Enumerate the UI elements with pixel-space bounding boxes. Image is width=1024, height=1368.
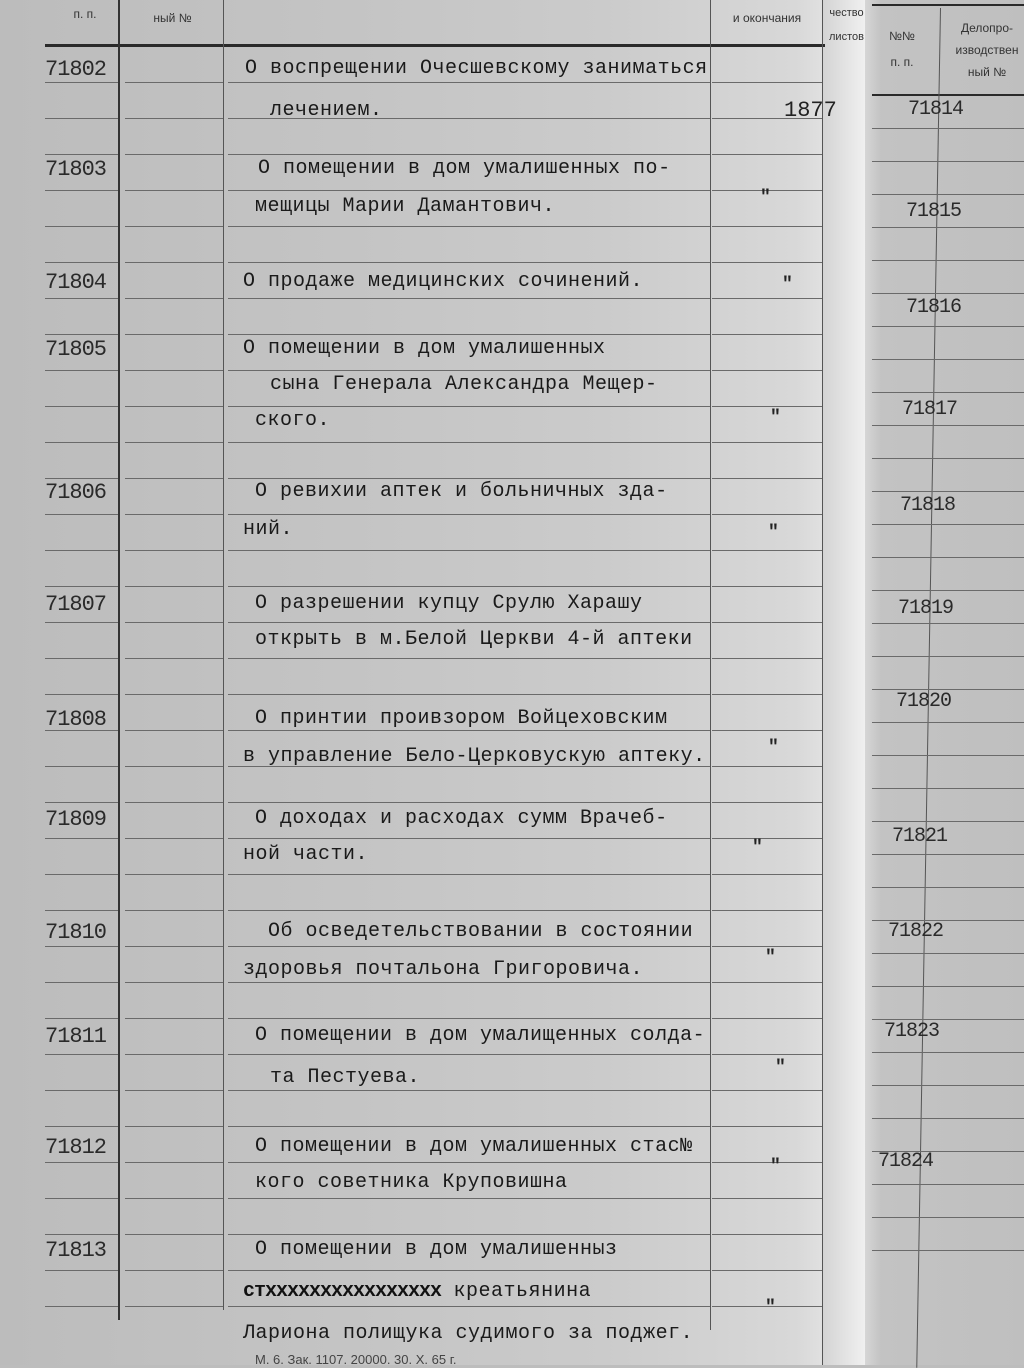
ruled-line [712, 478, 822, 479]
ruled-line [712, 658, 822, 659]
ruled-line [45, 658, 118, 659]
ruled-line [228, 1126, 710, 1127]
ruled-line [712, 946, 822, 947]
ruled-line [228, 82, 710, 83]
ruled-line [712, 874, 822, 875]
ruled-line [872, 1250, 1024, 1251]
ruled-line [125, 1306, 223, 1307]
ruled-line [228, 910, 710, 911]
ruled-line [228, 730, 710, 731]
right-header-office-1: Делопро- [960, 21, 1014, 35]
ruled-line [228, 478, 710, 479]
ruled-line [872, 260, 1024, 261]
ruled-line [125, 586, 223, 587]
ruled-line [228, 694, 710, 695]
ruled-line [125, 1018, 223, 1019]
ruled-line [45, 802, 118, 803]
ruled-line [872, 1217, 1024, 1218]
ruled-line [125, 118, 223, 119]
right-entry-number: 71814 [908, 98, 964, 121]
ruled-line [125, 1162, 223, 1163]
ruled-line [45, 694, 118, 695]
right-entry-number: 71822 [888, 920, 944, 943]
ruled-line [872, 953, 1024, 954]
ditto-mark: " [768, 523, 779, 543]
ruled-line [228, 1306, 710, 1307]
entry-number: 71807 [45, 592, 107, 617]
entry-title-line: лечением. [270, 99, 383, 122]
ruled-line [125, 1198, 223, 1199]
ruled-line [712, 154, 822, 155]
entry-date: 1877 [784, 98, 837, 123]
ruled-line [872, 557, 1024, 558]
entry-title-line: О принтии проивзором Войцеховским [255, 707, 668, 730]
entry-number: 71813 [45, 1238, 107, 1263]
ruled-line [45, 154, 118, 155]
ruled-line [872, 326, 1024, 327]
ruled-line [872, 623, 1024, 624]
ruled-line [228, 1018, 710, 1019]
right-entry-number: 71824 [878, 1150, 934, 1173]
ruled-line [45, 1198, 118, 1199]
entry-number: 71802 [45, 57, 107, 82]
ruled-line [125, 1126, 223, 1127]
column-rule [710, 0, 711, 1330]
ruled-line [125, 550, 223, 551]
entry-title-line: ной части. [243, 843, 369, 866]
ruled-line [228, 298, 710, 299]
ruled-line [45, 334, 118, 335]
ruled-line [125, 802, 223, 803]
ruled-line [228, 586, 710, 587]
ruled-line [45, 550, 118, 551]
ruled-line [228, 226, 710, 227]
ruled-line [712, 370, 822, 371]
column-rule [223, 0, 224, 1310]
ruled-line [872, 128, 1024, 129]
ruled-line [125, 190, 223, 191]
ruled-line [872, 359, 1024, 360]
ruled-line [712, 982, 822, 983]
ruled-line [872, 656, 1024, 657]
ruled-line [872, 293, 1024, 294]
ruled-line [872, 821, 1024, 822]
ruled-line [45, 622, 118, 623]
ruled-line [45, 1270, 118, 1271]
ruled-line [872, 392, 1024, 393]
ruled-line [45, 1306, 118, 1307]
right-entry-number: 71815 [906, 200, 962, 223]
ruled-line [712, 550, 822, 551]
column-rule [118, 0, 120, 1320]
ditto-mark: " [770, 408, 781, 428]
ruled-line [712, 766, 822, 767]
entry-number: 71812 [45, 1135, 107, 1160]
right-header-office-2: изводствен [955, 43, 1019, 57]
ruled-line [712, 1270, 822, 1271]
entry-number: 71809 [45, 807, 107, 832]
ruled-line [872, 1184, 1024, 1185]
header-office-num: ный № [153, 11, 192, 25]
ruled-line [712, 730, 822, 731]
ruled-line [45, 514, 118, 515]
ruled-line [228, 1198, 710, 1199]
right-entry-number: 71820 [896, 690, 952, 713]
entry-number: 71806 [45, 480, 107, 505]
entry-title-line: мещицы Марии Дамантович. [255, 195, 556, 218]
ruled-line [45, 262, 118, 263]
ruled-line [125, 730, 223, 731]
ruled-line [872, 854, 1024, 855]
right-header-num-top: №№ [889, 29, 915, 43]
ruled-line [125, 334, 223, 335]
ruled-line [125, 478, 223, 479]
entry-title-line: О помещении в дом умалишенныз [255, 1238, 618, 1261]
ruled-line [125, 694, 223, 695]
ruled-line [125, 514, 223, 515]
ruled-line [872, 524, 1024, 525]
ruled-line [712, 514, 822, 515]
entry-title-line: О помещении в дом умалишенных [243, 337, 606, 360]
ruled-line [228, 802, 710, 803]
ruled-line [872, 227, 1024, 228]
header-sheets-top: чество [829, 7, 864, 19]
ruled-line [125, 658, 223, 659]
entry-title-line: открыть в м.Белой Церкви 4-й аптеки [255, 628, 693, 651]
ruled-line [125, 1270, 223, 1271]
ruled-line [712, 1018, 822, 1019]
ruled-line [45, 874, 118, 875]
ruled-line [228, 1270, 710, 1271]
header-num: п. п. [73, 7, 97, 21]
ruled-line [712, 1234, 822, 1235]
ruled-line [228, 406, 710, 407]
ruled-line [228, 442, 710, 443]
ruled-line [228, 550, 710, 551]
ruled-line [45, 298, 118, 299]
entry-title-line: ского. [255, 409, 331, 432]
ruled-line [228, 334, 710, 335]
entry-number: 71803 [45, 157, 107, 182]
ruled-line [125, 226, 223, 227]
header-sheets-bottom: листов [829, 31, 864, 43]
ruled-line [712, 802, 822, 803]
entry-title-line: кого советника Круповишна [255, 1171, 568, 1194]
ditto-mark: " [765, 948, 776, 968]
ditto-mark: " [760, 188, 771, 208]
ruled-line [45, 910, 118, 911]
ruled-line [712, 406, 822, 407]
ruled-line [872, 722, 1024, 723]
ruled-line [125, 154, 223, 155]
ruled-line [125, 1090, 223, 1091]
ruled-line [228, 1162, 710, 1163]
ruled-line [228, 514, 710, 515]
ruled-line [872, 788, 1024, 789]
ruled-line [45, 1162, 118, 1163]
ruled-line [45, 406, 118, 407]
ruled-line [125, 82, 223, 83]
entry-title-line: О помещении в дом умалишенных по- [258, 157, 671, 180]
entry-title-line: О воспрещении Очесшевскому заниматься [245, 57, 708, 80]
ruled-line [125, 262, 223, 263]
ruled-line [228, 658, 710, 659]
entry-title-line: О помещении в дом умалищенных солда- [255, 1024, 706, 1047]
entry-title-line: ний. [243, 518, 294, 541]
ruled-line [712, 622, 822, 623]
entry-title-line: О разрешении купцу Срулю Харашу [255, 592, 643, 615]
page-curl [822, 0, 868, 1365]
right-entry-number: 71817 [902, 398, 958, 421]
ruled-line [712, 694, 822, 695]
entry-title-line: О помещении в дом умалишенных стас№ [255, 1135, 693, 1158]
entry-number: 71805 [45, 337, 107, 362]
ruled-line [228, 622, 710, 623]
ruled-line [125, 874, 223, 875]
ruled-line [712, 1162, 822, 1163]
entry-number: 71808 [45, 707, 107, 732]
right-header-rule-top [872, 4, 1024, 6]
ruled-line [872, 458, 1024, 459]
ruled-line [125, 622, 223, 623]
ruled-line [872, 425, 1024, 426]
ruled-line [45, 1126, 118, 1127]
right-header-num-bottom: п. п. [890, 55, 914, 69]
entry-title-line: О доходах и расходах сумм Врачеб- [255, 807, 668, 830]
ruled-line [125, 766, 223, 767]
ruled-line [712, 262, 822, 263]
ruled-line [45, 946, 118, 947]
ruled-line [45, 478, 118, 479]
ruled-line [712, 1090, 822, 1091]
header-rule [45, 44, 825, 47]
ruled-line [872, 590, 1024, 591]
ruled-line [125, 1054, 223, 1055]
entry-title-line: О ревихии аптек и больничных зда- [255, 480, 668, 503]
ruled-line [228, 154, 710, 155]
ditto-mark: " [768, 738, 779, 758]
ruled-line [125, 946, 223, 947]
ditto-mark: " [782, 275, 793, 295]
ditto-mark: " [770, 1157, 781, 1177]
ruled-line [228, 982, 710, 983]
ruled-line [872, 491, 1024, 492]
ruled-line [872, 986, 1024, 987]
right-header-office-3: ный № [967, 65, 1007, 79]
ruled-line [45, 1090, 118, 1091]
header-dates: и окончания [732, 11, 802, 25]
ruled-line [45, 82, 118, 83]
entry-title-line: О продаже медицинских сочинений. [243, 270, 644, 293]
ruled-line [45, 1018, 118, 1019]
ruled-line [125, 370, 223, 371]
ruled-line [45, 1054, 118, 1055]
ruled-line [228, 874, 710, 875]
ruled-line [712, 1126, 822, 1127]
ruled-line [45, 370, 118, 371]
ditto-mark: " [775, 1058, 786, 1078]
ruled-line [125, 910, 223, 911]
ruled-line [872, 1118, 1024, 1119]
ruled-line [712, 226, 822, 227]
entry-title-line: сына Генерала Александра Мещер- [270, 373, 658, 396]
ruled-line [45, 982, 118, 983]
ditto-mark: " [765, 1298, 776, 1318]
ruled-line [712, 1054, 822, 1055]
entry-number: 71804 [45, 270, 107, 295]
ruled-line [712, 1198, 822, 1199]
ruled-line [712, 838, 822, 839]
ruled-line [872, 1052, 1024, 1053]
ruled-line [872, 1085, 1024, 1086]
right-entry-number: 71819 [898, 597, 954, 620]
ruled-line [45, 190, 118, 191]
entry-title-line: здоровья почтальона Григоровича. [243, 958, 644, 981]
ruled-line [45, 226, 118, 227]
ruled-line [125, 982, 223, 983]
entry-title-line: стхххххххххххххххх креатьянина [243, 1280, 592, 1303]
entry-title-line: Об осведетельствовании в состоянии [268, 920, 694, 943]
ruled-line [228, 1090, 710, 1091]
ruled-line [125, 298, 223, 299]
right-entry-number: 71818 [900, 494, 956, 517]
ruled-line [228, 946, 710, 947]
ruled-line [125, 442, 223, 443]
ditto-mark: " [752, 838, 763, 858]
ruled-line [45, 586, 118, 587]
ruled-line [712, 298, 822, 299]
ruled-line [712, 586, 822, 587]
column-rule [822, 0, 823, 1365]
entry-title-line: в управление Бело-Церковускую аптеку. [243, 745, 706, 768]
ruled-line [228, 838, 710, 839]
entry-number: 71810 [45, 920, 107, 945]
right-entry-number: 71823 [884, 1020, 940, 1043]
ruled-line [712, 82, 822, 83]
ruled-line [45, 1234, 118, 1235]
entry-title-line: Лариона полищука судимого за поджег. [243, 1322, 694, 1345]
ruled-line [712, 334, 822, 335]
ruled-line [228, 190, 710, 191]
ruled-line [45, 442, 118, 443]
ruled-line [45, 766, 118, 767]
ruled-line [125, 406, 223, 407]
right-header-rule [872, 94, 1024, 96]
ruled-line [228, 1054, 710, 1055]
ruled-line [872, 161, 1024, 162]
entry-number: 71811 [45, 1024, 107, 1049]
ruled-line [872, 755, 1024, 756]
ruled-line [228, 370, 710, 371]
ruled-line [872, 887, 1024, 888]
ruled-line [45, 118, 118, 119]
ruled-line [125, 838, 223, 839]
ruled-line [125, 1234, 223, 1235]
right-entry-number: 71821 [892, 825, 948, 848]
ruled-line [228, 1234, 710, 1235]
ruled-line [712, 442, 822, 443]
ruled-line [712, 910, 822, 911]
ruled-line [872, 194, 1024, 195]
right-entry-number: 71816 [906, 296, 962, 319]
ruled-line [228, 262, 710, 263]
ruled-line [45, 838, 118, 839]
print-footer: М. 6. Зак. 1107. 20000. 30. Х. 65 г. [255, 1352, 457, 1367]
entry-title-line: та Пестуева. [270, 1066, 421, 1089]
